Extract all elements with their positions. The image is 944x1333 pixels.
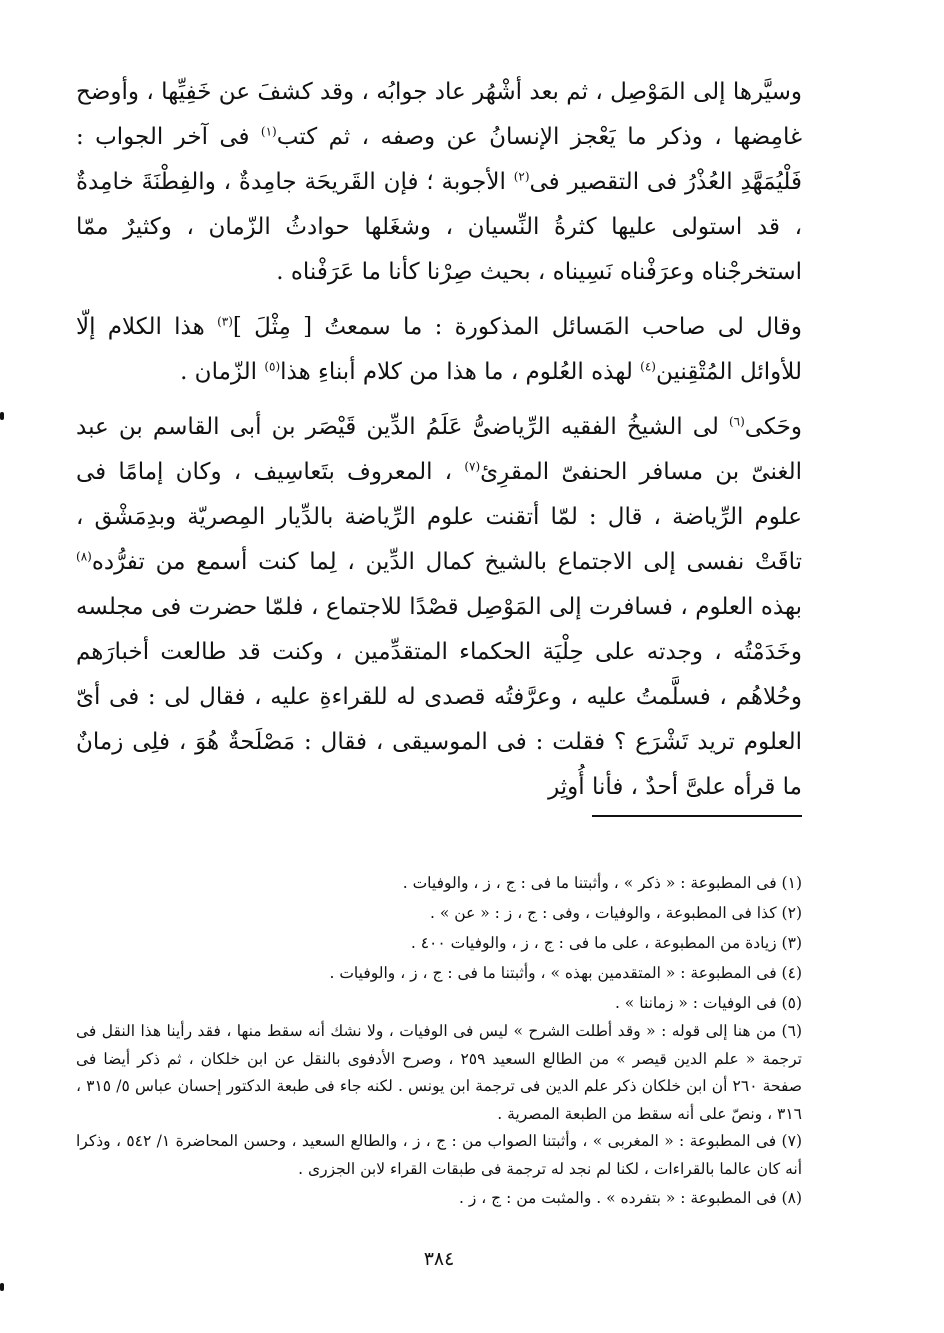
paragraph-text: وقال لى صاحب المَسائل المذكورة : ما سمعتُ [ مِثْلَ ] <box>232 314 802 340</box>
paragraph-text: وحَكى <box>744 414 802 440</box>
footnotes <box>76 868 802 1213</box>
paragraph-text: هذا الكلام إلّا للأوائل المُتْقِنين <box>76 314 802 385</box>
paragraph-text: فى آخر الجواب : فَلْيُمَهَّدِ العُذْرُ فى التقصير فى <box>76 124 802 195</box>
footnote-ref: (٣) <box>217 314 233 329</box>
paragraph-2 <box>76 305 802 395</box>
footnote-5: (٥) فى الوفيات : « زماننا » . <box>614 994 802 1012</box>
footnote-ref: (٨) <box>76 549 92 564</box>
footnote-2: (٢) كذا فى المطبوعة ، والوفيات ، وفى : ج ، ز : « عن » . <box>430 904 802 922</box>
footnote-4: (٤) فى المطبوعة : « المتقدمين بهذه » ، وأثبتنا ما فى : ج ، ز ، والوفيات . <box>329 964 802 982</box>
footnote-8: (٨) فى المطبوعة : « بتفرده » . والمثبت من : ج ، ز . <box>458 1189 802 1207</box>
footnote-6: (٦) من هنا إلى قوله : « وقد أطلت الشرح » ليس فى الوفيات ، ولا نشك أنه سقط منها ، فقد رأينا هذا النقل فى ترجمة « علم الدين قيصر » من الطالع السعيد ٢٥٩ ، وصرح الأدفوى بالنقل عن ابن خلكان ، ثم ذكر أيضا فى صفحة ٢٦٠ أن ابن خلكان ذكر علم الدين فى ترجمة ابن يونس . لكنه جاء فى طبعة الدكتور إحسان عباس ٥/ ٣١٥ ، ٣١٦ ، ونصّ على أنه سقط من الطبعة المصرية . <box>76 1022 802 1123</box>
footnote-separator <box>592 815 802 817</box>
footnote-ref: (١) <box>260 124 277 139</box>
paragraph-text: لهذه العُلوم ، ما هذا من كلام أبناءِ هذا <box>280 359 641 385</box>
footnote-ref: (٦) <box>728 414 745 429</box>
main-text <box>76 70 802 810</box>
paragraph-text: بهذه العلوم ، فسافرت إلى المَوْصِل قصْدًا للاجتماع ، فلمّا حضرت فى مجلسه وخَدَمْتُه ، وجدته على حِلْيَة الحكماء المتقدِّمين ، وكنت قد طالعت أخبارَهم وحُلاهُم ، فسلَّمتُ عليه ، وعرَّفتُه قصدى له للقراءةِ عليه ، فقال لى : فى أىّ العلوم تريد تَشْرَع ؟ فقلت : فى الموسيقى ، فقال : مَصْلَحةٌ هُوَ ، فلِى زمانٌ ما قرأه علىَّ أحدٌ ، فأنا أُوثِر <box>76 594 802 800</box>
paragraph-text: الأجوبة ؛ فإن القَريحَة جامِدةٌ ، والفِطْنَةَ خامِدةٌ ، قد استولى عليها كثرةُ النِّسيان ، وشغَلها حوادثُ الزّمان ، وكثيرٌ ممّا استخرجْناه وعرَفْناه نَسِيناه ، بحيث صِرْنا كأنا ما عَرَفْناه . <box>76 169 802 285</box>
paragraph-1 <box>76 70 802 295</box>
paragraph-3 <box>76 405 802 810</box>
footnote-7: (٧) فى المطبوعة : « المغربى » ، وأثبتنا الصواب من : ج ، ز ، والطالع السعيد ، وحسن المحاضرة ١/ ٥٤٢ ، وذكرا أنه كان عالما بالقراءات ، لكنا لم نجد له ترجمة فى طبقات القراء لابن الجزرى . <box>76 1132 802 1178</box>
footnote-ref: (٢) <box>513 169 530 184</box>
footnote-1: (١) فى المطبوعة : « ذكر » ، وأثبتنا ما فى : ج ، ز ، والوفيات . <box>402 874 802 892</box>
paragraph-text: وسيَّرها إلى المَوْصِل ، ثم بعد أشْهُر عاد جوابُه ، وقد كشفَ عن خَفِيِّها ، وأوضح غامِضها ، وذكر ما يَعْجز الإنسانُ عن وصفه ، ثم كتب <box>76 79 802 150</box>
paragraph-text: الزّمان . <box>180 359 265 385</box>
document-page <box>76 70 802 1320</box>
scan-edge-mark <box>0 1283 4 1291</box>
footnote-ref: (٤) <box>640 359 656 374</box>
footnote-ref: (٧) <box>464 459 481 474</box>
page-number: ٣٨٤ <box>423 1248 455 1270</box>
paragraph-text: ، المعروف بتَعاسِيف ، وكان إمامًا فى علوم الرِّياضة ، قال : لمّا أتقنت علوم الرِّياضة بالدِّيار المِصريّة وبدِمَشْق ، تاقَتْ نفسى إلى الاجتماع بالشيخ كمال الدِّين ، لِما كنت أسمع من تفرُّده <box>76 459 802 575</box>
paragraph-text: لى الشيخُ الفقيه الرِّياضىُّ عَلَمُ الدِّين قَيْصَر بن أبى القاسم بن عبد الغنىّ بن مسافر الحنفىّ المقرِئ <box>76 414 802 485</box>
footnote-ref: (٥) <box>264 359 281 374</box>
footnote-3: (٣) زيادة من المطبوعة ، على ما فى : ج ، ز ، والوفيات ٤٠٠ . <box>410 934 802 952</box>
scan-edge-mark <box>0 412 4 420</box>
